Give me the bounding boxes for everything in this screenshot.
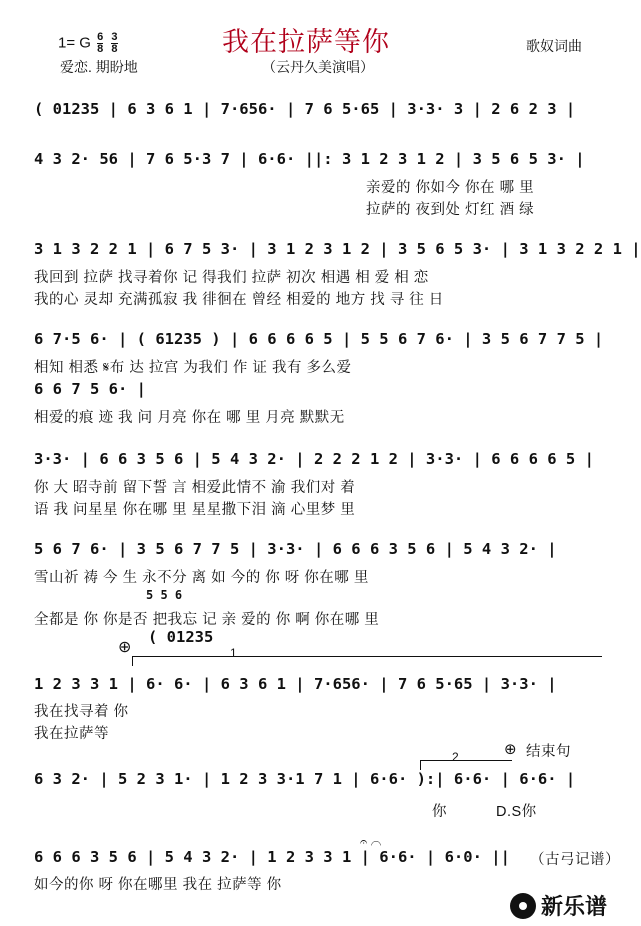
notation-row-3: 3 1 3 2 2 1 | 6 7 5 3· | 3 1 2 3 1 2 | 3 5 6 5 3· | 3 1 3 2 2 1 |: [34, 240, 641, 258]
notation-row-2: 4 3 2· 56 | 7 6 5·3 7 | 6·6· ||: 3 1 2 3 1 2 | 3 5 6 5 3· |: [34, 150, 585, 168]
coda-sign-icon-2: ⊕: [504, 741, 517, 758]
notation-row-4b: 6 6 7 5 6· |: [34, 380, 146, 398]
ending-label: 结束句: [526, 744, 571, 760]
lyrics-row-3-verse-2: 我的心 灵却 充满孤寂 我 徘徊在 曾经 相爱的 地方 找 寻 往 日: [34, 292, 444, 308]
lyrics-row-6-verse-2: 语 我 问星星 你在哪 里 星星撒下泪 滴 心里梦 里: [34, 502, 356, 518]
notation-row-6: 3·3· | 6 6 3 5 6 | 5 4 3 2· | 2 2 2 1 2 | 3·3· | 6 6 6 6 5 |: [34, 450, 594, 468]
time-signature-3-8: $\frac{3}{8}$: [111, 31, 118, 55]
credits: 歌奴词曲: [526, 38, 582, 54]
coda-sign-icon: ⊕: [118, 639, 132, 656]
notation-row-11: 6 3 2· | 5 2 3 1· | 1 2 3 3·1 7 1 | 6·6· ):| 6·6· | 6·6· |: [34, 770, 576, 788]
lyrics-row-2-verse-2: 拉萨的 夜到处 灯红 酒 绿: [366, 202, 535, 218]
lyrics-row-6-verse-1: 你 大 昭寺前 留下誓 言 相爱此情不 渝 我们对 着: [34, 480, 356, 496]
performer: （云丹久美演唱）: [262, 59, 374, 75]
volta-2-label: 2: [452, 750, 459, 764]
lyrics-row-7: 雪山祈 祷 今 生 永不分 离 如 今的 你 呀 你在哪 里: [34, 570, 369, 586]
notation-row-12: 6 6 6 3 5 6 | 5 4 3 2· | 1 2 3 3 1 | 6·6· | 6·0· ||: [34, 848, 510, 866]
notation-row-10: 1 2 3 3 1 | 6· 6· | 6 3 6 1 | 7·656· | 7 6 5·65 | 3·3· |: [34, 675, 557, 693]
notation-row-4: 6 7·5 6· | ( 61235 ) | 6 6 6 6 5 | 5 5 6 7 6· | 3 5 6 7 7 5 |: [34, 330, 604, 348]
volta-1-label: 1: [230, 646, 237, 660]
record-disc-icon: [510, 893, 536, 919]
song-title: 我在拉萨等你: [222, 27, 390, 58]
volta-1-bracket-edge: [132, 656, 133, 666]
lyrics-row-3-verse-1: 我回到 拉萨 找寻着你 记 得我们 拉萨 初次 相遇 相 爱 相 恋: [34, 270, 429, 286]
lyrics-row-12: 如今的你 呀 你在哪里 我在 拉萨等 你: [34, 877, 282, 893]
volta-2-bracket: [420, 760, 512, 761]
lyrics-row-8: 全都是 你 你是否 把我忘 记 亲 爱的 你 啊 你在哪 里: [34, 612, 380, 628]
lyrics-row-10-verse-2: 我在拉萨等: [34, 726, 109, 742]
lyrics-row-10-verse-1: 我在找寻着 你: [34, 704, 129, 720]
alt-notes: 5 5 6: [146, 588, 183, 602]
time-signature-6-8: $\frac{6}{8}$: [97, 31, 104, 55]
tempo-expression: 爱恋. 期盼地: [60, 59, 138, 75]
notation-row-7: 5 6 7 6· | 3 5 6 7 7 5 | 3·3· | 6 6 6 3 5 6 | 5 4 3 2· |: [34, 540, 557, 558]
fermata-icon: 𝄐 ⌒: [360, 834, 382, 849]
lyrics-row-11-b: D.S你: [496, 804, 537, 820]
key-signature: 1= G $\frac{6}{8}$ $\frac{3}{8}$: [58, 31, 118, 55]
site-logo: 新乐谱: [510, 890, 607, 921]
lyrics-row-11-a: 你: [432, 804, 447, 820]
lyrics-row-2-verse-1: 亲爱的 你如今 你在 哪 里: [366, 180, 535, 196]
lyrics-row-4: 相知 相悉 𝄋布 达 拉宫 为我们 作 证 我有 多么爱: [34, 360, 352, 376]
notation-row-1: ( 01235 | 6 3 6 1 | 7·656· | 7 6 5·65 | 3·3· 3 | 2 6 2 3 |: [34, 100, 576, 118]
lyrics-row-5: 相爱的痕 迹 我 问 月亮 你在 哪 里 月亮 默默无: [34, 410, 345, 426]
transcriber-note: （古弓记谱）: [530, 852, 620, 868]
notation-intro-repeat: ( 01235: [148, 628, 214, 646]
volta-2-bracket-edge: [420, 760, 421, 770]
volta-1-bracket: [132, 656, 602, 657]
